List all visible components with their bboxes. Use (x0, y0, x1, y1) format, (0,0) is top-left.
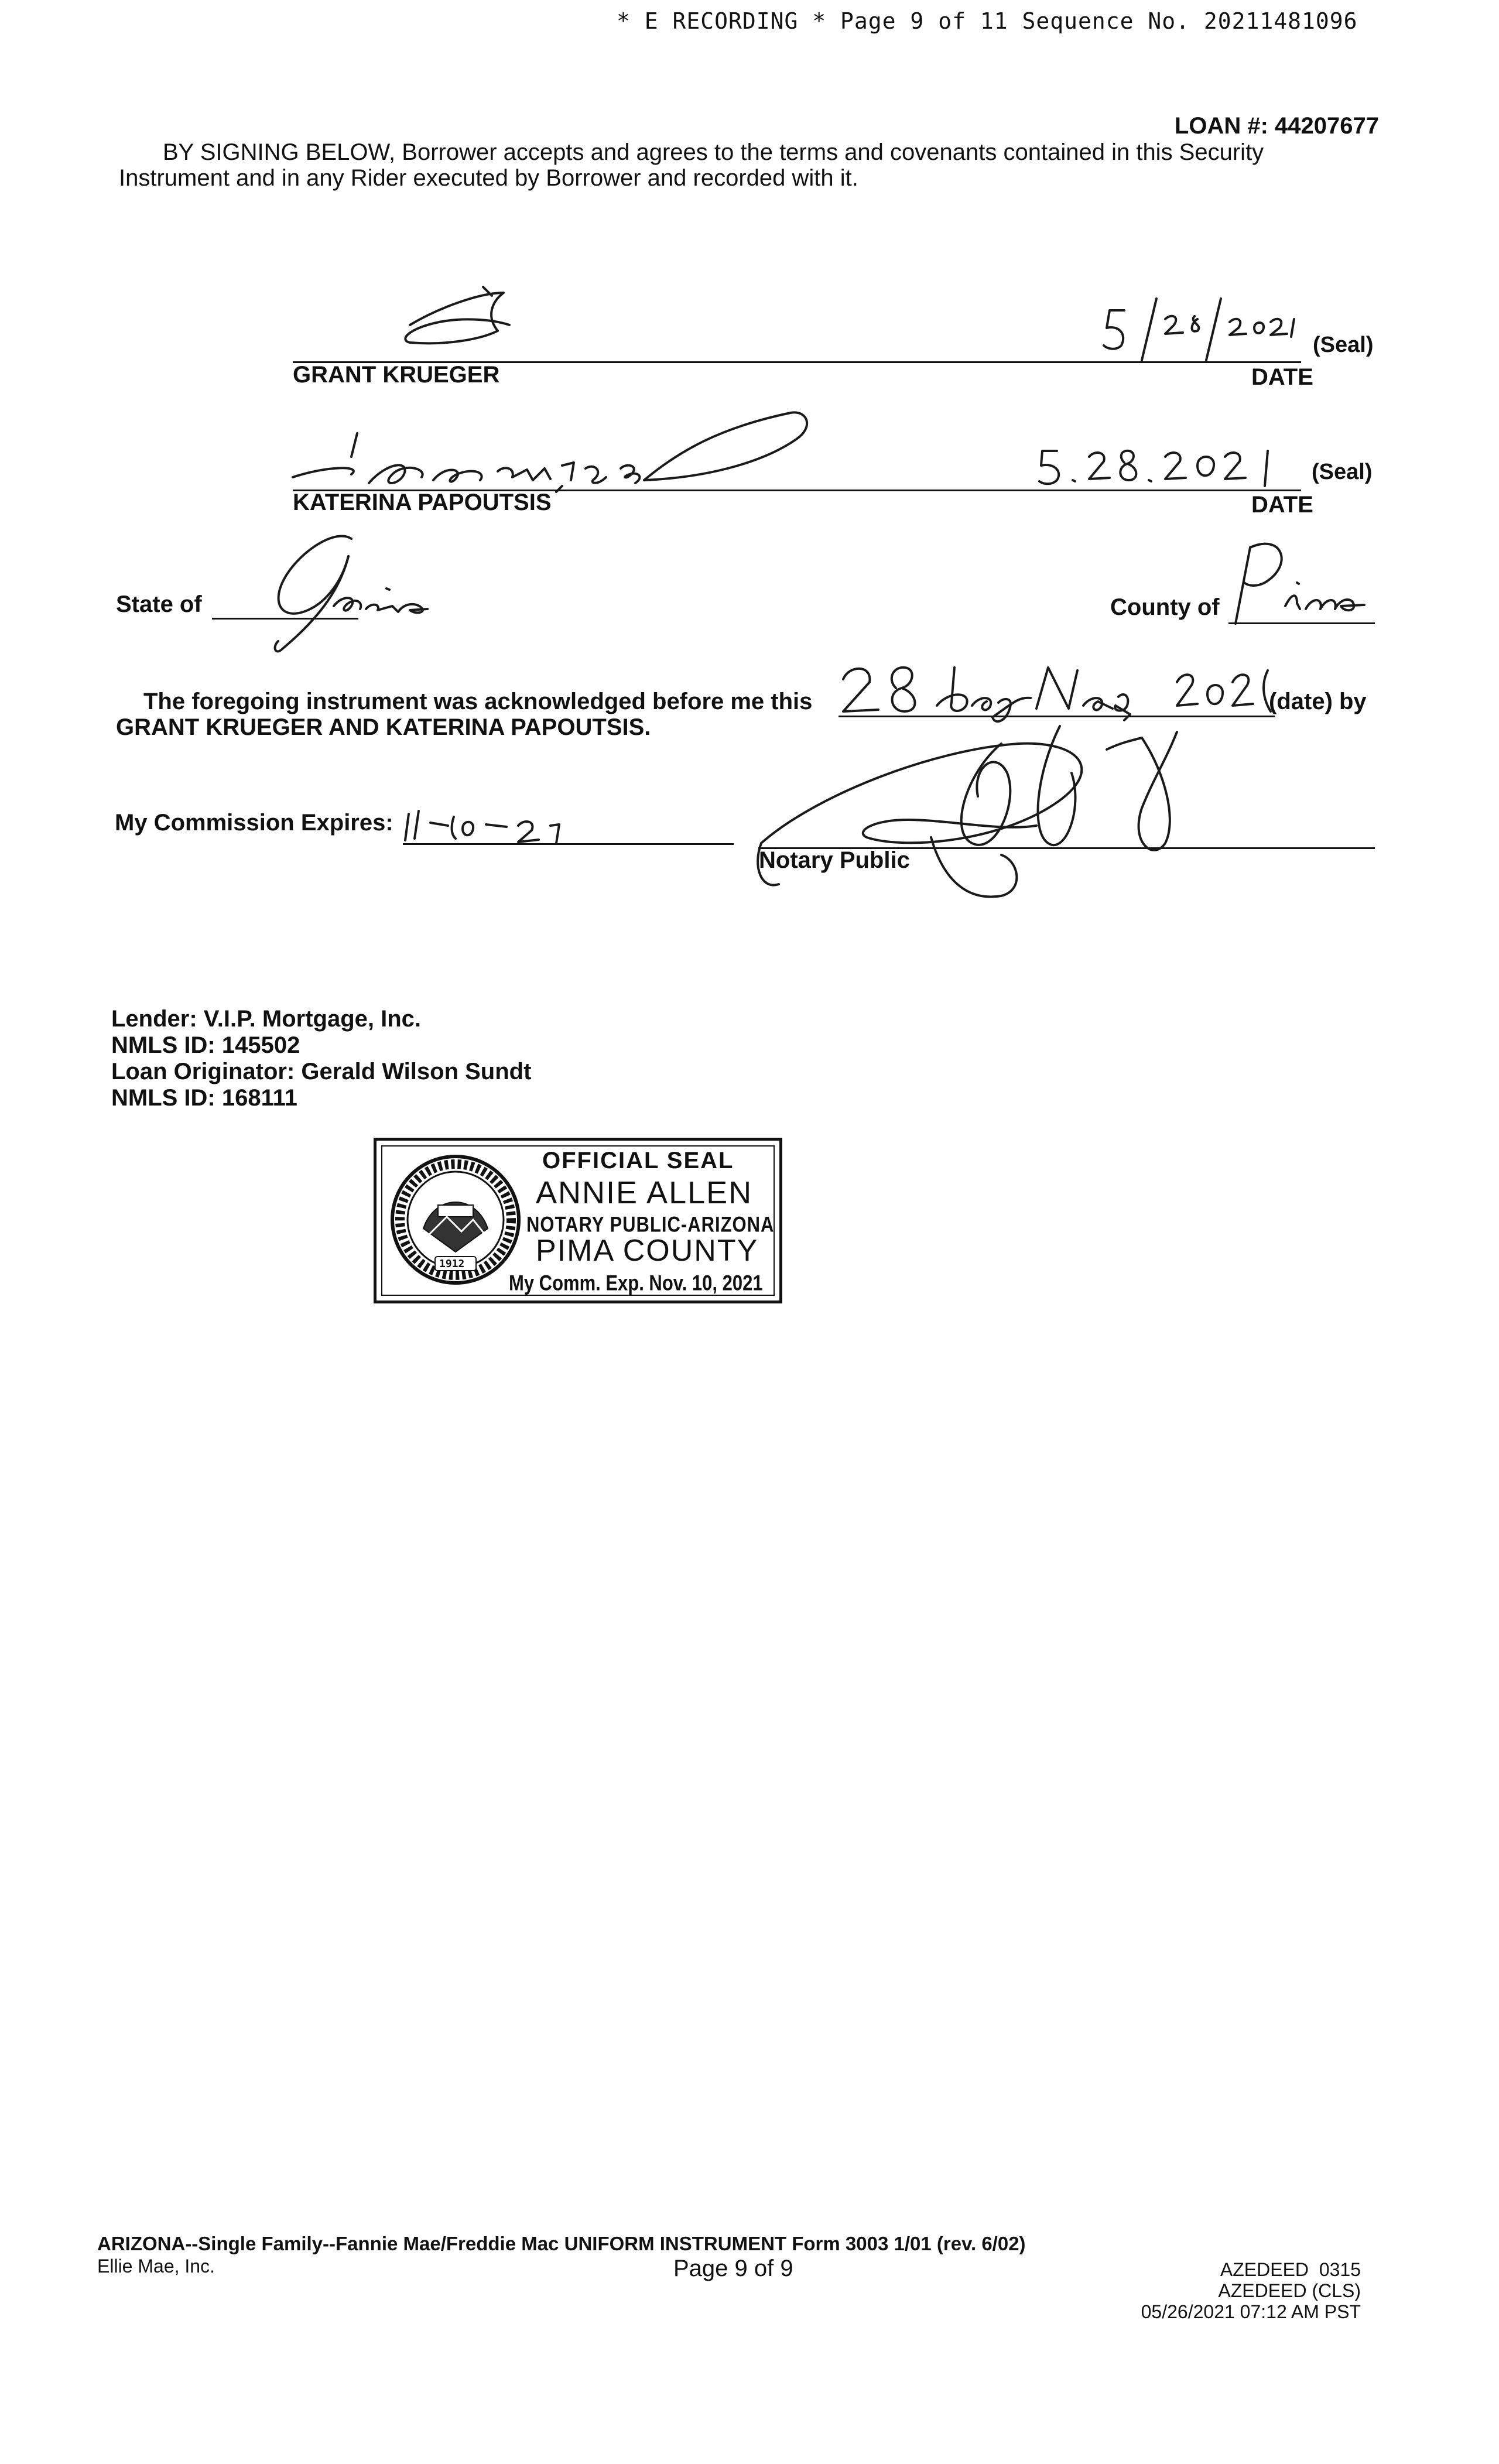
borrower-1-date-label: DATE (1251, 364, 1313, 390)
stamp-expiry: My Comm. Exp. Nov. 10, 2021 (509, 1271, 763, 1295)
stamp-county: PIMA COUNTY (536, 1234, 759, 1268)
originator-nmls: NMLS ID: 168111 (111, 1085, 297, 1111)
acknowledgment-suffix: (date) by (1269, 689, 1367, 714)
loan-number: LOAN #: 44207677 (1174, 113, 1379, 139)
acknowledgment-signers: GRANT KRUEGER AND KATERINA PAPOUTSIS. (116, 714, 651, 740)
intro-line-1: BY SIGNING BELOW, Borrower accepts and agrees to the terms and covenants contained in this Security (163, 139, 1264, 165)
intro-line-2: Instrument and in any Rider executed by Borrower and recorded with it. (119, 165, 858, 191)
borrower-1-signature (375, 281, 550, 363)
stamp-notary-name: ANNIE ALLEN (536, 1175, 753, 1210)
borrower-2-seal-label: (Seal) (1312, 460, 1373, 484)
borrower-1-handwritten-date (1101, 293, 1300, 363)
state-label: State of (116, 591, 202, 617)
footer-form-line: ARIZONA--Single Family--Fannie Mae/Freddie Mac UNIFORM INSTRUMENT Form 3003 1/01 (rev. 6/02) (97, 2233, 1026, 2254)
stamp-title: OFFICIAL SEAL (542, 1148, 734, 1173)
recording-header: * E RECORDING * Page 9 of 11 Sequence No. 20211481096 (617, 8, 1358, 34)
borrower-1-name: GRANT KRUEGER (293, 362, 500, 388)
borrower-2-name: KATERINA PAPOUTSIS (293, 490, 552, 515)
lender-nmls: NMLS ID: 145502 (111, 1032, 300, 1058)
seal-year: 1912 (439, 1258, 465, 1270)
footer-page-number: Page 9 of 9 (673, 2256, 793, 2281)
borrower-2-date-label: DATE (1251, 492, 1313, 518)
notary-public-label: Notary Public (759, 847, 910, 873)
county-handwritten (1230, 536, 1370, 629)
commission-handwritten (398, 802, 597, 849)
lender-name: Lender: V.I.P. Mortgage, Inc. (111, 1006, 422, 1032)
footer-company: Ellie Mae, Inc. (97, 2256, 215, 2277)
notary-stamp (374, 1138, 782, 1303)
acknowledgment-prefix: The foregoing instrument was acknowledged before me this (143, 689, 813, 714)
borrower-2-handwritten-date (1036, 439, 1294, 492)
borrower-1-seal-label: (Seal) (1313, 333, 1374, 357)
notary-signature (755, 656, 1200, 913)
county-label: County of (1110, 594, 1220, 620)
footer-code-1: AZEDEED 0315 (1220, 2259, 1361, 2280)
footer-timestamp: 05/26/2021 07:12 AM PST (1141, 2301, 1361, 2322)
footer-code-2: AZEDEED (CLS) (1218, 2280, 1361, 2301)
loan-originator: Loan Originator: Gerald Wilson Sundt (111, 1059, 532, 1084)
state-handwritten (246, 521, 439, 656)
stamp-notary-role: NOTARY PUBLIC-ARIZONA (526, 1212, 775, 1237)
commission-label: My Commission Expires: (115, 810, 393, 836)
